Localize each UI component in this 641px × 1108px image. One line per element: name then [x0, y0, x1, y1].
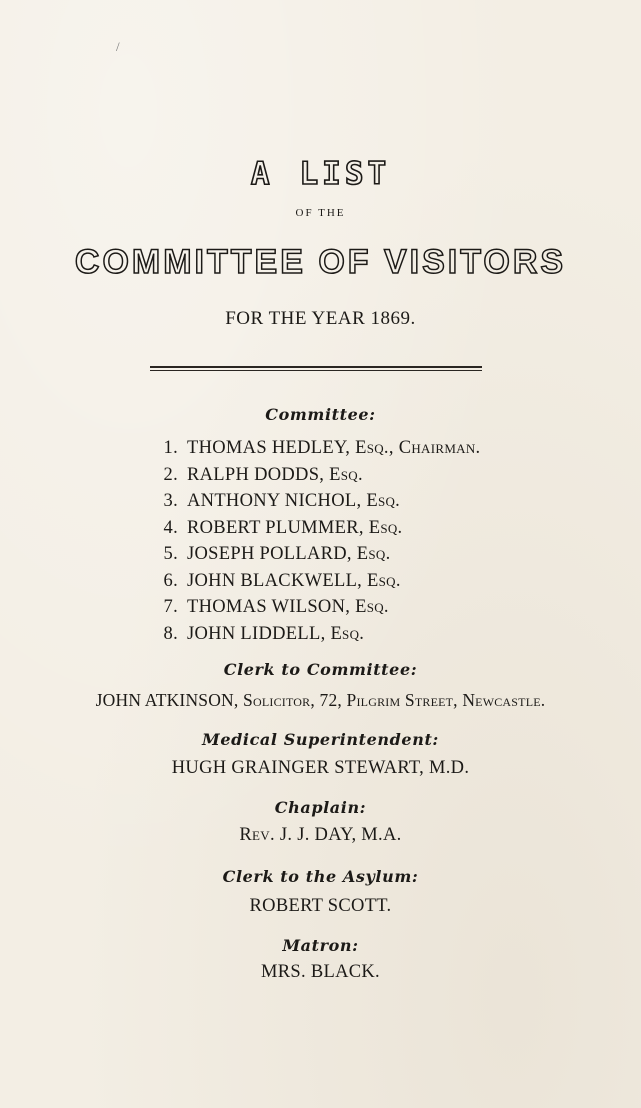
chaplain-name: J. J. DAY, M.A.	[279, 825, 402, 845]
for-year-subtitle: FOR THE YEAR 1869.	[225, 308, 416, 329]
chaplain-entry	[0, 826, 641, 845]
clerk-to-committee-address: Solicitor, 72, Pilgrim Street, Newcastle.	[243, 690, 546, 710]
double-rule-divider	[150, 366, 482, 372]
chaplain-heading: Chaplain:	[274, 798, 367, 817]
medical-superintendent-name: HUGH GRAINGER STEWART, M.D.	[171, 758, 470, 778]
committee-member: 8. JOHN LIDDELL, Esq.	[163, 623, 365, 644]
committee-member: 3. ANTHONY NICHOL, Esq.	[163, 491, 401, 511]
committee-member: 1. THOMAS HEDLEY, Esq., Chairman.	[163, 438, 481, 458]
committee-member: 7. THOMAS WILSON, Esq.	[163, 597, 389, 617]
matron-heading: Matron:	[282, 936, 359, 955]
clerk-to-committee-name: JOHN ATKINSON,	[95, 690, 239, 710]
title-a-list	[0, 156, 641, 192]
clerk-to-asylum-heading: Clerk to the Asylum:	[222, 867, 419, 886]
title-word-list: LIST	[299, 156, 391, 192]
of-the-caption: OF THE	[295, 207, 346, 219]
medical-superintendent-heading: Medical Superintendent:	[202, 730, 439, 749]
stray-mark: /	[116, 39, 120, 54]
committee-member: 6. JOHN BLACKWELL, Esq.	[163, 570, 401, 591]
chaplain-prefix: Rev.	[239, 825, 275, 845]
committee-member: 4. ROBERT PLUMMER, Esq.	[163, 517, 403, 538]
committee-member: 2. RALPH DODDS, Esq.	[163, 464, 363, 485]
committee-heading: Committee:	[265, 405, 376, 424]
clerk-to-asylum-name: ROBERT SCOTT.	[249, 896, 392, 916]
committee-of-visitors-title: COMMITTEE OF VISITORS	[74, 243, 567, 281]
committee-member: 5. JOSEPH POLLARD, Esq.	[163, 544, 391, 564]
title-word-a: A	[250, 156, 274, 192]
clerk-to-committee-entry	[0, 692, 641, 710]
matron-name: MRS. BLACK.	[261, 962, 380, 982]
clerk-to-committee-heading: Clerk to Committee:	[223, 660, 418, 679]
committee-member-list	[150, 437, 590, 649]
